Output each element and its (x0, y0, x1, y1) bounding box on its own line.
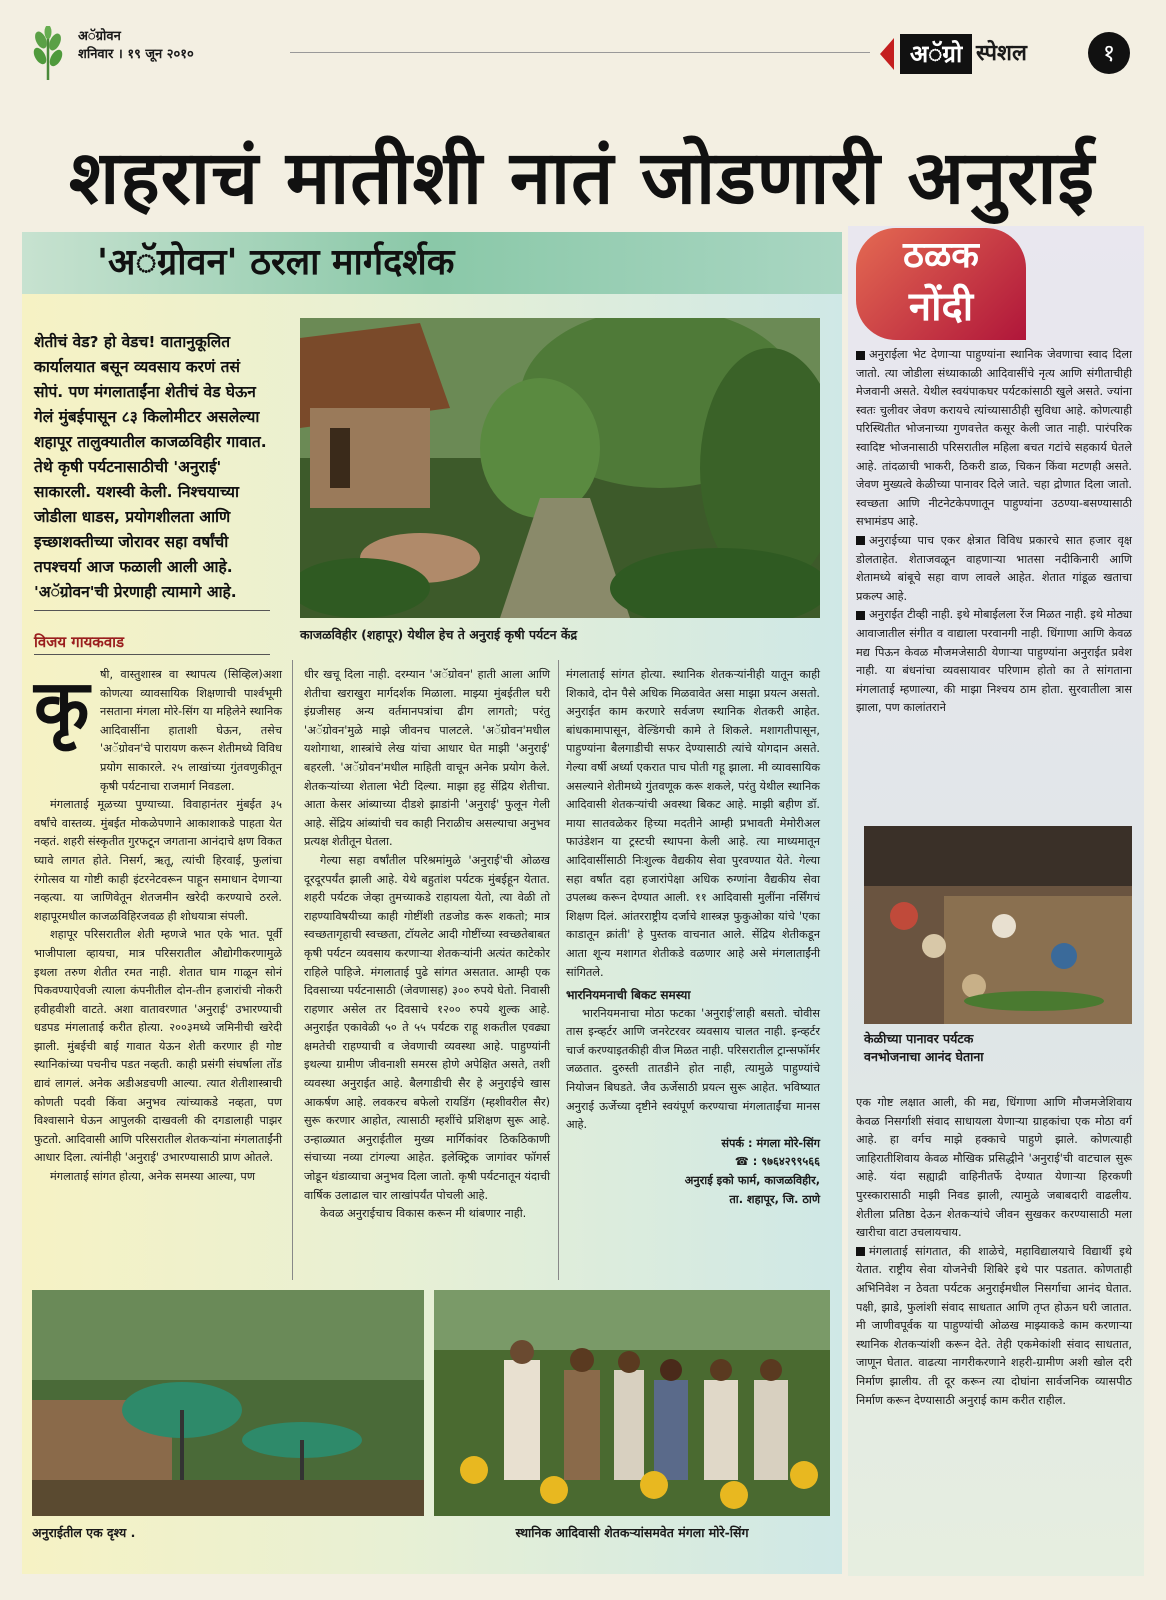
publication-name: अॅग्रोवन (78, 29, 121, 44)
main-photo-caption: काजळविहीर (शहापूर) येथील हेच ते अनुराई कृषी पर्यटन केंद्र (300, 627, 578, 642)
article-column-3 (566, 666, 820, 1209)
intro-divider (34, 610, 270, 611)
agro-special-badge (880, 30, 1136, 78)
garden-photo-icon (300, 318, 820, 618)
issue-date: शनिवार । १९ जून २०१० (78, 47, 194, 62)
col2-para-1: धीर खचू दिला नाही. दरम्यान 'अॅग्रोवन' हाती आला आणि शेतीचा खराखुरा मार्गदर्शक मिळाला. माझ्या मुंबईतील घरी इंग्रजीसह अन्य वर्तमानपत्रांचा ढीग लागतो; परंतु 'अॅग्रोवन'मुळे माझे जीवनच पालटले. 'अॅग्रोवन'मधील यशोगाथा, शास्त्रांचे लेख यांचा आधार घेत माझी 'अनुराई' बहरली. 'अॅग्रोवन'मधील माहिती वाचून अनेक प्रयोग केले. शेतकऱ्यांच्या शेताला भेटी दिल्या. माझा हट्ट सेंद्रिय शेतीचा. आता केसर आंब्याच्या दीडशे झाडांनी 'अनुराई' फुलून गेली आहे. सेंद्रिय आंब्यांची चव काही निराळीच असल्याचा अनुभव प्रत्यक्ष शेतीतून घेतला. (304, 668, 550, 849)
farmers-photo-icon (434, 1290, 830, 1516)
sidebar-photo-tourists-dining (864, 826, 1132, 1024)
col1-para-3: शहापूर परिसरातील शेती म्हणजे भात एके भात. पूर्वी भाजीपाला व्हायचा, मात्र परिसरातील औद्योगीकरणामुळे इथला तरुण शेतीत रमत नाही. शेतात घाम गाळून सोनं पिकवण्याऐवजी त्याला कंपनीतील दोन-तीन हजारांची नोकरी हवीहवीशी वाटते. अशा वातावरणात 'अनुराई' उभारण्याची धडपड मंगलाताई करीत होत्या. २००३मध्ये जमिनीची खरेदी झाली. मुंबईची बाई गावात येऊन शेती करणार ही गोष्ट स्थानिकांच्या पचनीच पडत नव्हती. काही प्रसंगी संघर्षाला तोंड द्यावं लागलं. अनेक अडीअडचणी आल्या. त्यात शेतीशास्त्राची कोणती पदवी किंवा अनुभव त्यांच्याकडे नव्हता, पण विश्वासाने घेऊन आपुलकी दाखवली की दगडालाही पाझर फुटतो. आदिवासी आणि परिसरातील शेतकऱ्यांना मंगलाताईंनी आधार दिला. त्यांनीही 'अनुराई' उभारण्यासाठी प्राण ओतले. (34, 928, 282, 1165)
bullet-square-icon (856, 536, 865, 545)
masthead (30, 22, 290, 82)
sidebar-photo-caption-2: वनभोजनाचा आनंद घेताना (864, 1049, 984, 1064)
loadshedding-heading: भारनियमनाची बिकट समस्या (566, 988, 691, 1003)
contact-block (566, 1135, 820, 1209)
highlights-list-continued (856, 1094, 1132, 1410)
subheadline: 'अॅग्रोवन' ठरला मार्गदर्शक (97, 242, 455, 283)
col2-para-2: गेल्या सहा वर्षांतील परिश्रमांमुळे 'अनुराई'ची ओळख दूरदूरपर्यंत झाली आहे. येथे बहुतांश पर्यटक मुंबईहून येतात. शहरी पर्यटक जेव्हा तुमच्याकडे राहायला येतो, त्या वेळी तो राहण्याविषयीच्या काही गोष्टींशी तडजोड करू शकतो; मात्र स्वच्छतागृहाची स्वच्छता, टॉयलेट आदी गोष्टींच्या स्वच्छतेबाबत कृषी पर्यटन व्यवसाय करणाऱ्या शेतकऱ्यांनी अत्यंत काटेकोर राहिले पाहिजे. मंगलाताई पुढे सांगत असतात. आम्ही एक दिवसाच्या पर्यटनासाठी (जेवणासह) ३०० रुपये घेतो. निवासी राहणार असेल तर दिवसाचे १२०० रुपये शुल्क आहे. अनुराईत एकावेळी ५० ते ५५ पर्यटक राहू शकतील एवढ्या क्षमतेची राहण्याची व जेवणाची व्यवस्था आहे. पाहुण्यांनी इथल्या ग्रामीण जीवनाशी समरस होणे अपेक्षित असते, तशी व्यवस्था अनुराईत आहे. बैलगाडीची सैर हे अनुराईचे खास आकर्षण आहे. लवकरच बफेलो रायडिंग (म्हशीवरील सैर) सुरू करणार आहोत, त्यासाठी म्हशींचे प्रशिक्षण सुरू आहे. उन्हाळ्यात अनुराईतील मुख्य मार्गिकांवर ठिकठिकाणी संचाच्या नव्या टांगल्या आहेत. इलेक्ट्रिक जागांवर फॉगर्स जोडून थंडाव्याचा अनुभव दिला जातो. कृषी पर्यटनातून यंदाची वार्षिक उलाढाल चार लाखांपर्यंत पोचली आहे. (304, 853, 550, 1202)
headline: शहराचं मातीशी नातं जोडणारी अनुराई (69, 135, 1095, 221)
highlight-item: अनुराईच्या पाच एकर क्षेत्रात विविध प्रकारचे सात हजार वृक्ष डोलताहेत. शेताजवळून वाहणाऱ्या भातसा नदीकिनारी आणि शेतामध्ये बांबूचे सहा वाण लावले आहेत. शेतात गांडूळ खताचा प्रकल्प आहे. (856, 533, 1132, 603)
highlights-list (856, 346, 1132, 718)
wheat-logo-icon (30, 26, 66, 80)
badge-arrow-icon (880, 38, 894, 70)
highlight-item: मंगलाताई सांगतात, की शाळेचे, महाविद्यालयाचे विद्यार्थी इथे येतात. राष्ट्रीय सेवा योजनेची शिबिरे इथे पार पडतात. कोणताही अभिनिवेश न ठेवता पर्यटक अनुराईमधील निसर्गाचा आनंद घेतात. पक्षी, झाडे, फुलांशी संवाद साधतात आणि तृप्त होऊन घरी जातात. मी जाणीवपूर्वक या पाहुण्यांची ओळख माझ्याकडे काम करणाऱ्या स्थानिक शेतकऱ्यांशी करून देते. तेही एकमेकांशी संवाद साधतात, जाणून घेतात. वाढत्या नागरीकरणाने शहरी-ग्रामीण अशी खोल दरी निर्माण झालीय. ती दूर करून त्या दोघांना सार्वजनिक व्यासपीठ निर्माण करून देण्यासाठी अनुराई काम करीत राहील. (856, 1244, 1132, 1407)
bottom-left-caption: अनुराईतील एक दृश्य . (32, 1525, 136, 1540)
bullet-square-icon (856, 1247, 865, 1256)
contact-phone: ☎ : ९७६४२९९५६६ (734, 1155, 820, 1169)
main-photo-farm-garden (300, 318, 820, 618)
subheadline-bar (22, 232, 842, 294)
article-column-1 (34, 666, 282, 1187)
col1-para-4: मंगलाताई सांगत होत्या, अनेक समस्या आल्या, पण (50, 1170, 255, 1184)
intro-paragraph: शेतीचं वेड? हो वेडच! वातानुकूलित कार्यालयात बसून व्यवसाय करणं तसं सोपं. पण मंगलाताईंना शेतीचं वेड घेऊन गेलं मुंबईपासून ८३ किलोमीटर असलेल्या शहापूर तालुक्यातील काजळविहीर गावात. तेथे कृषी पर्यटनासाठीची 'अनुराई' साकारली. यशस्वी केली. निश्चयाच्या जोडीला धाडस, प्रयोगशीलता आणि इच्छाशक्तीच्या जोरावर सहा वर्षांची तपश्चर्या आज फळाली आली आहे. 'अॅग्रोवन'ची प्रेरणाही त्यामागे आहे. (34, 333, 267, 601)
highlight-item: अनुराईला भेट देणाऱ्या पाहुण्यांना स्थानिक जेवणाचा स्वाद दिला जातो. त्या जोडीला संध्याकाळी आदिवासींचे नृत्य आणि संगीताचीही मेजवानी असते. येथील स्वयंपाकघर पर्यटकांसाठी खुले असते. ज्यांना स्वतः चुलीवर जेवण करायचे त्यांच्यासाठीही सुविधा आहे. कोणत्याही परिस्थितीत भोजनाच्या गुणवत्तेत कसूर केली जात नाही. पारंपरिक स्वादिष्ट भोजनासाठी परिसरातील महिला बचत गटांचे सहकार्य घेतले आहे. तांदळाची भाकरी, ठिकरी डाळ, चिकन किंवा मटणही असते. जेवण मुख्यत्वे केळीच्या पानावर दिले जाते. चहा द्रोणात दिला जातो. स्वच्छता आणि नीटनेटकेपणातून पाहुण्यांना उठण्या-बसण्यासाठी सभामंडप आहे. (856, 348, 1132, 529)
author-name: विजय गायकवाड (34, 633, 125, 651)
highlights-title-box (856, 228, 1026, 340)
highlights-title-line1: ठळक (903, 235, 979, 276)
bullet-square-icon (856, 611, 865, 620)
drop-cap: कृ (34, 664, 90, 748)
sidebar-photo-caption-1: केळीच्या पानावर पर्यटक (864, 1031, 974, 1046)
col2-para-3: केवळ अनुराईचाच विकास करून मी थांबणार नाही. (320, 1207, 527, 1221)
highlight-continuation: एक गोष्ट लक्षात आली, की मद्य, धिंगाणा आणि मौजमजेशिवाय केवळ निसर्गाशी संवाद साधायला येणाऱ्या ग्राहकांचा एक मोठा वर्ग आहे. हा वर्गच माझे हक्काचे पाहुणे झाले. कोणत्याही जाहिरातीशिवाय केवळ मौखिक प्रसिद्धीने 'अनुराई'ची वाटचाल सुरू आहे. यंदा सह्याद्री वाहिनीतर्फे देण्यात येणाऱ्या हिरकणी पुरस्कारासाठी माझी निवड झाली, त्यामुळे जबाबदारी वाढलीय. शेतीला प्रतिष्ठा देऊन शेतकऱ्यांचे जीवन सुखकर करण्यासाठी मला खारीचा वाटा उचलायचाय. (856, 1096, 1132, 1240)
bottom-left-photo-cottage (32, 1290, 424, 1516)
bottom-right-caption: स्थानिक आदिवासी शेतकऱ्यांसमवेत मंगला मोरे-सिंग (515, 1525, 749, 1540)
column-divider (292, 660, 293, 1280)
col3-para-1: मंगलाताई सांगत होत्या. स्थानिक शेतकऱ्यांनीही यातून काही शिकावे, दोन पैसे अधिक मिळवावेत असा माझा प्रयत्न असतो. अनुराईत काम करणारे सर्वजण स्थानिक शेतकरी आहेत. बांधकामापासून, वेल्डिंगची कामे ते शिकले. मशागतीपासून, पाहुण्यांना बैलगाडीची सफर देण्यासाठी त्यांचे योगदान असते. गेल्या वर्षी अर्ध्या एकरात पाच पोती गहू झाला. मी व्यावसायिक असल्याने शेतीमध्ये गुंतवणूक करू शकले, परंतु येथील स्थानिक आदिवासी शेतकऱ्यांची अवस्था बिकट आहे. माझी बहीण डॉ. माया सातवळेकर हिच्या मदतीने आम्ही प्रभावती मेमोरीअल फाउंडेशन या ट्रस्टची स्थापना केली आहे. त्या माध्यमातून आदिवासींसाठी निःशुल्क वैद्यकीय सेवा पुरवण्यात येते. गेल्या सहा वर्षांत दहा हजारांपेक्षा अधिक रुग्णांना वैद्यकीय सेवा उपलब्ध करून देण्यात आली. ११ आदिवासी मुलींना नर्सिंगचं शिक्षण दिलं. आंतरराष्ट्रीय दर्जाचे शास्त्रज्ञ फुकुओका यांचे 'एका काडातून क्रांती' हे पुस्तक वाचनात आले. सेंद्रिय शेतीकडून आता शून्य मशागत शेतीकडे वळणार आहे असे मंगलाताईंनी सांगितले. (566, 668, 820, 979)
article-column-2 (304, 666, 550, 1224)
col1-para-2: मंगलाताई मूळच्या पुण्याच्या. विवाहानंतर मुंबईत ३५ वर्षांचे वास्तव्य. मुंबईत मोकळेपणाने आकाशाकडे पाहता येत नव्हतं. शहरी संस्कृतीत गुरफटून जगताना आनंदाचे क्षण विकत घ्यावे लागत होते. निसर्ग, ऋतू, त्यांची हिरवाई, फुलांचा रंगोत्सव या गोष्टी काही इंटरनेटवरून पाहून समाधान देणाऱ्या नव्हत्या. या जाणिवेतून शेतजमीन खरेदी करण्याचे ठरले. शहापूरमधील काजळविहिरजवळ ही शोधयात्रा संपली. (34, 798, 282, 923)
cottage-photo-icon (32, 1290, 424, 1516)
loadshedding-text: भारनियमनाचा मोठा फटका 'अनुराई'लाही बसतो. चोवीस तास इन्व्हर्टर आणि जनरेटरवर व्यवसाय चालत नाही. इन्व्हर्टर चार्ज करण्याइतकीही वीज मिळत नाही. परिसरातील ट्रान्सफॉर्मर जळतात. दुरुस्ती तातडीने होत नाही, त्यामुळे पाहुण्यांचे नियोजन बिघडते. जैव ऊर्जेसाठी प्रयत्न सुरू आहेत. भविष्यात अनुराई ऊर्जेच्या दृष्टीने स्वयंपूर्ण करण्याचा मंगलाताईंचा मानस आहे. (566, 1006, 820, 1132)
contact-address-1: अनुराई इको फार्म, काजळविहीर, (684, 1174, 820, 1188)
bottom-right-photo-farmers (434, 1290, 830, 1516)
highlight-item: अनुराईत टीव्ही नाही. इथे मोबाईलला रेंज मिळत नाही. इथे मोठ्या आवाजातील संगीत व वाद्याला परवानगी नाही. धिंगाणा आणि केवळ मद्य पिऊन केवळ मौजमजेसाठी येणाऱ्या पाहुण्यांना अनुराईत प्रवेश नाही. या बंधनांचा व्यवसायावर परिणाम होतो का ते सांगताना मंगलाताई म्हणाल्या, की माझा निश्चय ठाम होता. सुरवातीला त्रास झाला, पण कालांतराने (856, 608, 1132, 715)
author-divider (34, 654, 270, 655)
masthead-rule (290, 52, 870, 53)
page-number: १ (1088, 32, 1130, 74)
highlights-title-line2: नोंदी (908, 284, 974, 330)
badge-special-label: स्पेशल (976, 41, 1027, 66)
column-divider (558, 660, 559, 1280)
bullet-square-icon (856, 351, 865, 360)
badge-agro-label: अॅग्रो (900, 34, 972, 74)
dining-photo-icon (864, 826, 1132, 1024)
contact-name: संपर्क : मंगला मोरे-सिंग (721, 1136, 820, 1150)
col1-para-1: षी, वास्तुशास्त्र वा स्थापत्य (सिव्हिल)अशा कोणत्या व्यावसायिक शिक्षणाची पार्श्वभूमी नसताना मंगला मोरे-सिंग या महिलेने स्थानिक आदिवासींना हाताशी घेऊन, तसेच 'अॅग्रोवन'चे पारायण करून शेतीमध्ये विविध प्रयोग साकारले. २५ लाखांच्या गुंतवणुकीतून कृषी पर्यटनाचा राजमार्ग निवडला. (100, 668, 282, 793)
contact-address-2: ता. शहापूर, जि. ठाणे (729, 1192, 820, 1206)
